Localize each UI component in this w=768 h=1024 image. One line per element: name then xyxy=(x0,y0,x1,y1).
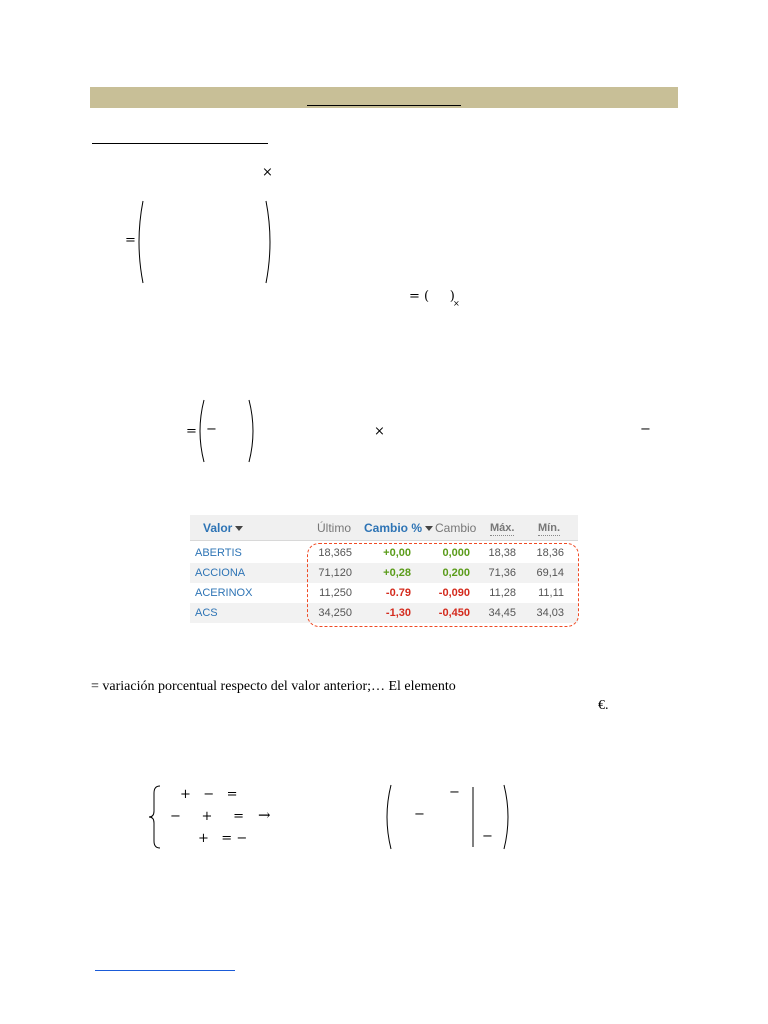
change-value: -0,450 xyxy=(438,607,470,619)
min-value: 18,36 xyxy=(536,547,564,559)
equals-symbol: = xyxy=(125,233,136,248)
min-value: 11,11 xyxy=(538,587,564,599)
header-max[interactable]: Máx. xyxy=(490,522,515,534)
min-value: 34,03 xyxy=(536,607,564,619)
last-value: 34,250 xyxy=(318,607,352,619)
min-value: 69,14 xyxy=(536,567,564,579)
max-value: 71,36 xyxy=(488,567,516,579)
augmented-matrix-brackets xyxy=(383,783,513,851)
max-value: 18,38 xyxy=(488,547,516,559)
minus-symbol-2: − xyxy=(640,422,651,437)
footnote-link[interactable] xyxy=(95,970,235,971)
stock-name-link[interactable]: ABERTIS xyxy=(195,547,242,559)
euro-symbol: €. xyxy=(598,698,609,713)
header-min[interactable]: Mín. xyxy=(538,522,560,534)
change-value: -0,090 xyxy=(438,587,470,599)
times-symbol: × xyxy=(262,165,273,180)
body-text-line: = variación porcentual respecto del valor anterior;… El elemento xyxy=(91,679,456,694)
change-pct: -1,30 xyxy=(385,607,411,619)
sort-caret-icon xyxy=(235,526,243,531)
banner-title-underline xyxy=(307,105,461,106)
max-value: 11,28 xyxy=(489,587,516,599)
max-value: 34,45 xyxy=(488,607,516,619)
header-ultimo[interactable]: Último xyxy=(317,521,352,535)
header-cambio-pct[interactable]: Cambio % xyxy=(364,521,433,535)
system-row-3: + = − xyxy=(198,831,248,846)
change-value: 0,200 xyxy=(442,567,470,579)
change-value: 0,000 xyxy=(442,547,470,559)
section-title-underline xyxy=(92,143,268,144)
matrix-minus-3: − xyxy=(482,829,493,844)
table-header xyxy=(190,515,578,541)
minus-symbol: − xyxy=(206,422,217,437)
header-banner xyxy=(90,87,678,108)
highlight-dashed-box xyxy=(307,543,579,627)
change-pct: +0,28 xyxy=(383,567,411,579)
stock-table xyxy=(190,515,578,627)
change-pct: +0,00 xyxy=(383,547,411,559)
system-row-2: − + = xyxy=(170,809,245,824)
matrix-minus-1: − xyxy=(449,785,460,800)
system-brace xyxy=(148,785,162,849)
header-valor[interactable]: Valor xyxy=(203,521,243,535)
times-subscript: × xyxy=(453,299,460,308)
matrix-brackets xyxy=(135,199,275,285)
change-pct: -0.79 xyxy=(385,587,411,599)
stock-name-link[interactable]: ACERINOX xyxy=(195,587,253,599)
header-cambio[interactable]: Cambio xyxy=(435,521,477,535)
arrow-icon: → xyxy=(258,806,271,824)
last-value: 71,120 xyxy=(318,567,352,579)
equals-symbol-2: = xyxy=(186,424,197,439)
times-symbol-2: × xyxy=(374,424,385,439)
stock-name-link[interactable]: ACCIONA xyxy=(195,567,246,579)
last-value: 18,365 xyxy=(318,547,352,559)
stock-name-link[interactable]: ACS xyxy=(195,607,218,619)
sort-caret-icon xyxy=(425,526,433,531)
equals-paren-expression: = ( ) xyxy=(409,289,455,304)
matrix-minus-2: − xyxy=(414,807,425,822)
system-row-1: + − = xyxy=(180,787,238,802)
last-value: 11,250 xyxy=(319,587,352,599)
